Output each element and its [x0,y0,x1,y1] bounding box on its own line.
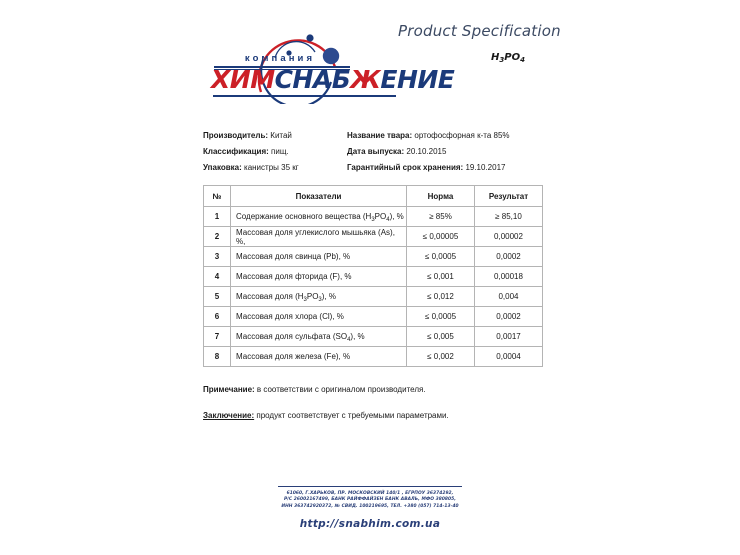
meta-label-issue-date: Дата выпуска: [347,147,405,156]
column-header-number: № [204,186,231,207]
column-header-result: Результат [475,186,543,207]
logo-wordmark-part-4: ЕНИЕ [380,65,455,94]
cell-norm: ≤ 0,00005 [407,227,475,247]
meta-row-manufacturer [203,128,299,144]
table-header-row [204,186,543,207]
cell-indicator-text: Массовая доля сульфата (SO [236,332,348,341]
meta-value-manufacturer: Китай [270,131,292,140]
cell-subscript-1: 4 [347,337,351,343]
cell-indicator-text: Массовая доля фторида (F), % [236,272,352,281]
logo-wordmark-part-3: Ж [350,65,381,94]
table-row [204,267,543,287]
cell-indicator [231,247,407,267]
cell-result: 0,0004 [475,347,543,367]
meta-row-shelf-life [347,160,510,176]
table-row [204,287,543,307]
cell-norm: ≥ 85% [407,207,475,227]
cell-result: 0,0002 [475,307,543,327]
meta-row-issue-date [347,144,510,160]
logo-wordmark-part-1: ХИМ [211,65,275,94]
footer-company-details [0,491,740,510]
meta-row-packaging [203,160,299,176]
meta-column-left [203,128,299,176]
meta-label-packaging: Упаковка: [203,163,242,172]
cell-number: 6 [204,307,231,327]
meta-label-product-name: Название твара: [347,131,413,140]
cell-number: 3 [204,247,231,267]
cell-result: 0,00018 [475,267,543,287]
meta-value-classification: пищ. [271,147,289,156]
cell-indicator [231,307,407,327]
cell-norm: ≤ 0,002 [407,347,475,367]
formula-subscript-2: 4 [520,56,525,64]
cell-norm: ≤ 0,0005 [407,307,475,327]
logo-wordmark-part-2: СНАБ [274,65,351,94]
logo-baseline-rule [213,95,396,97]
specification-table [203,185,543,367]
cell-indicator [231,207,407,227]
cell-number: 2 [204,227,231,247]
formula-subscript-1: 3 [499,56,505,64]
logo-tagline: компания [244,53,316,64]
cell-number: 8 [204,347,231,367]
footer-divider [278,486,462,487]
meta-label-shelf-life: Гарантийный срок хранения: [347,163,464,172]
note-primechanie-label: Примечание: [203,385,255,394]
footer-line-address: 61060, Г.ХАРЬКОВ, ПР. МОСКОВСКИЙ 140/1 , ЕГРПОУ 36374292, [286,491,454,496]
cell-indicator-suffix: ), % [389,212,404,221]
meta-label-manufacturer: Производитель: [203,131,269,140]
logo-wordmark [211,67,454,92]
cell-result: ≥ 85,10 [475,207,543,227]
cell-number: 1 [204,207,231,227]
page-title: Product Specification [398,22,561,40]
table-row [204,207,543,227]
cell-indicator-text: Массовая доля железа (Fe), % [236,352,351,361]
meta-column-right [347,128,510,176]
cell-indicator-text: Массовая доля (H [236,292,304,301]
formula-element: H [491,52,500,63]
table-row [204,347,543,367]
meta-value-issue-date: 20.10.2015 [406,147,447,156]
cell-indicator-suffix: ), % [321,292,336,301]
cell-number: 4 [204,267,231,287]
note-zaklyuchenie-label: Заключение: [203,411,255,420]
footer-website-link[interactable]: http://snabhim.com.ua [299,518,441,530]
note-primechanie-text: в соответствии с оригиналом производителя. [254,385,426,394]
footer-line-tax-phone: ИНН 363742920372, № СВИД. 100219695, ТЕЛ. +380 (057) 714-13-40 [281,503,459,509]
cell-number: 7 [204,327,231,347]
cell-subscript-1: 3 [303,297,307,303]
cell-number: 5 [204,287,231,307]
meta-row-classification [203,144,299,160]
table-row [204,307,543,327]
note-zaklyuchenie-text: продукт соответствует с требуемыми параметрами. [254,411,449,420]
column-header-norm: Норма [407,186,475,207]
cell-indicator-text: Массовая доля свинца (Pb), % [236,252,351,261]
product-formula [491,52,525,63]
column-header-indicator: Показатели [231,186,407,207]
cell-result: 0,00002 [475,227,543,247]
meta-value-packaging: канистры 35 кг [244,163,299,172]
cell-subscript-2: 4 [386,217,390,223]
cell-result: 0,0017 [475,327,543,347]
cell-indicator-text: Массовая доля хлора (Cl), % [236,312,344,321]
table-row [204,247,543,267]
notes-section [203,385,623,437]
cell-indicator [231,227,407,247]
cell-norm: ≤ 0,001 [407,267,475,287]
cell-norm: ≤ 0,012 [407,287,475,307]
table-row [204,327,543,347]
note-zaklyuchenie [203,411,623,420]
cell-norm: ≤ 0,0005 [407,247,475,267]
cell-indicator-suffix: ), % [350,332,365,341]
footer-line-bank: Р/С 26002167499, БАНК РАЙФФАЙЗЕН БАНК АВАЛЬ, МФО 380805, [284,497,456,503]
cell-norm: ≤ 0,005 [407,327,475,347]
table-row [204,227,543,247]
cell-indicator-text: Содержание основного вещества (H [236,212,372,221]
meta-label-classification: Классификация: [203,147,269,156]
cell-indicator-mid: PO [374,212,387,221]
cell-subscript-2: 3 [318,297,322,303]
cell-indicator-mid: PO [306,292,319,301]
document-header [0,0,740,112]
company-logo [203,12,455,104]
note-primechanie [203,385,623,394]
meta-value-shelf-life: 19.10.2017 [465,163,506,172]
cell-result: 0,004 [475,287,543,307]
cell-result: 0,0002 [475,247,543,267]
cell-indicator [231,347,407,367]
meta-row-product-name [347,128,510,144]
cell-indicator [231,287,407,307]
cell-indicator-text: Массовая доля углекислого мышьяка (As), %, [236,227,395,246]
cell-indicator [231,267,407,287]
cell-indicator [231,327,407,347]
meta-value-product-name: ортофосфорная к-та 85% [414,131,510,140]
formula-group: PO [504,52,521,63]
cell-subscript-1: 3 [371,217,375,223]
